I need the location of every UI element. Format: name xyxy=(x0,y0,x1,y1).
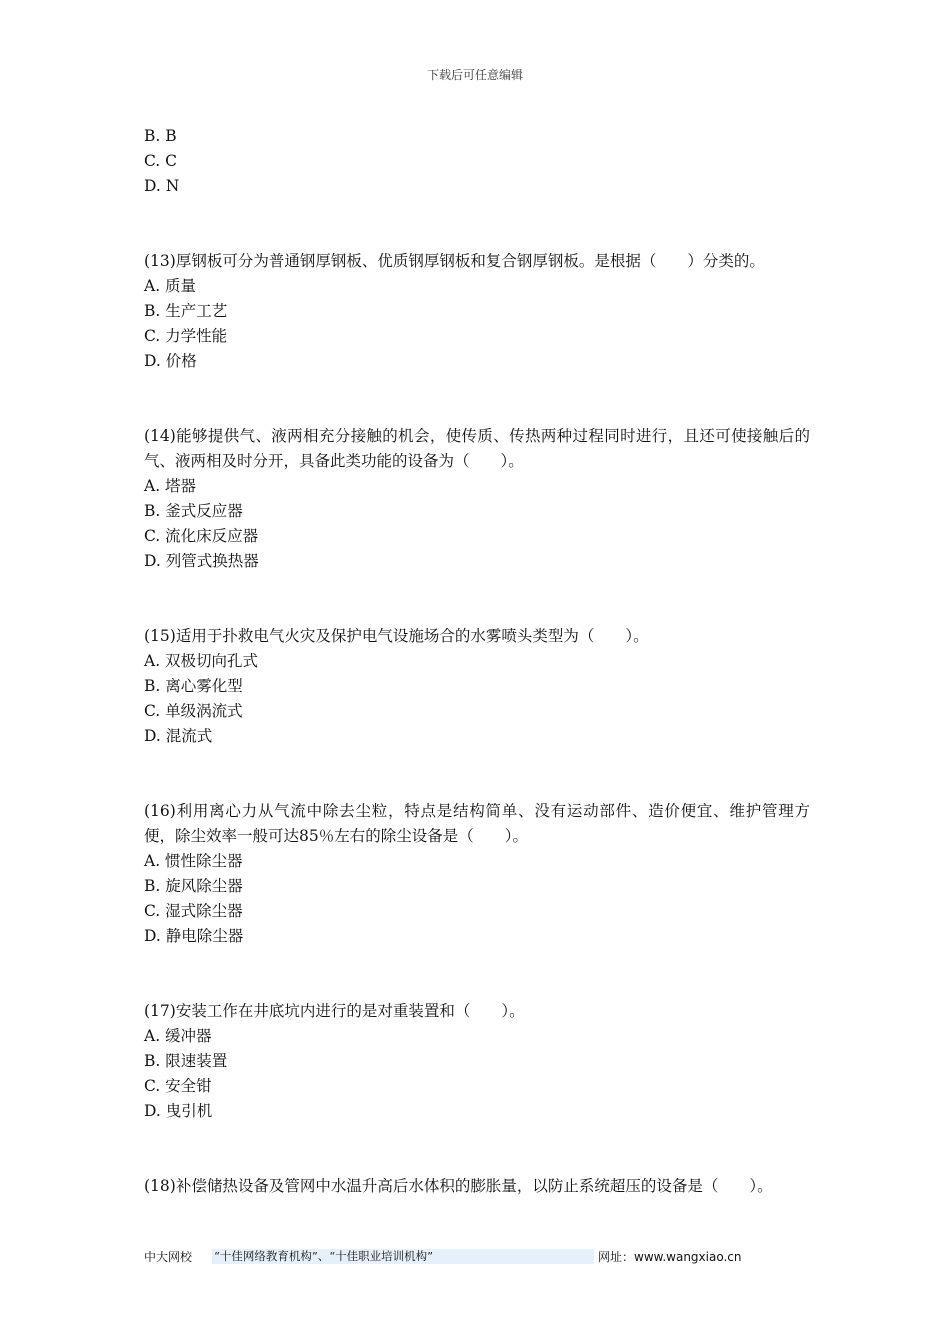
option-d: D. 列管式换热器 xyxy=(144,552,259,570)
website-link[interactable]: 网址：www.wangxiao.cn xyxy=(598,1250,742,1264)
school-name: 中大网校 xyxy=(144,1250,193,1264)
option-d: D. 静电除尘器 xyxy=(144,927,244,945)
option-b: B. 旋风除尘器 xyxy=(144,877,243,895)
question-stem: (18)补偿储热设备及管网中水温升高后水体积的膨胀量，以防止系统超压的设备是（ ）。 xyxy=(144,1177,773,1195)
document-body xyxy=(144,124,810,1199)
question-stem: (15)适用于扑救电气火灾及保护电气设施场合的水雾喷头类型为（ ）。 xyxy=(144,627,649,645)
option-c: C. 力学性能 xyxy=(144,327,228,345)
option-d: D. 曳引机 xyxy=(144,1102,213,1120)
option-b: B. 限速装置 xyxy=(144,1052,228,1070)
option-b: B. 釜式反应器 xyxy=(144,502,243,520)
option-c: C. 流化床反应器 xyxy=(144,527,259,545)
option-c: C. 湿式除尘器 xyxy=(144,902,243,920)
option-a: A. 缓冲器 xyxy=(144,1027,212,1045)
option-a: A. 惯性除尘器 xyxy=(144,852,243,870)
question-stem: (17)安装工作在井底坑内进行的是对重装置和（ ）。 xyxy=(144,1002,525,1020)
option-b: B. B xyxy=(144,127,177,145)
lead-options xyxy=(144,124,810,199)
option-a: A. 双极切向孔式 xyxy=(144,652,259,670)
option-d: D. 价格 xyxy=(144,352,197,370)
question-18 xyxy=(144,1174,810,1199)
option-c: C. C xyxy=(144,152,178,170)
question-stem: (14)能够提供气、液两相充分接触的机会，使传质、传热两种过程同时进行，且还可使接触后的气、液两相及时分开，具备此类功能的设备为（ ）。 xyxy=(144,427,810,470)
option-c: C. 单级涡流式 xyxy=(144,702,243,720)
question-13 xyxy=(144,249,810,374)
option-d: D. 混流式 xyxy=(144,727,213,745)
question-stem: (16)利用离心力从气流中除去尘粒，特点是结构简单、没有运动部件、造价便宜、维护管理方便，除尘效率一般可达85％左右的除尘设备是（ ）。 xyxy=(144,802,810,845)
question-16 xyxy=(144,799,810,949)
question-14 xyxy=(144,424,810,574)
option-b: B. 生产工艺 xyxy=(144,302,228,320)
option-c: C. 安全钳 xyxy=(144,1077,212,1095)
footer-slogan: “十佳网络教育机构”、“十佳职业培训机构” xyxy=(212,1249,594,1264)
option-d: D. N xyxy=(144,177,180,195)
page-header: 下载后可任意编辑 xyxy=(426,68,523,82)
page-footer xyxy=(144,1248,744,1266)
question-17 xyxy=(144,999,810,1124)
option-a: A. 塔器 xyxy=(144,477,197,495)
option-b: B. 离心雾化型 xyxy=(144,677,243,695)
question-15 xyxy=(144,624,810,749)
question-stem: (13)厚钢板可分为普通钢厚钢板、优质钢厚钢板和复合钢厚钢板。是根据（ ）分类的。 xyxy=(144,252,765,270)
option-a: A. 质量 xyxy=(144,277,197,295)
